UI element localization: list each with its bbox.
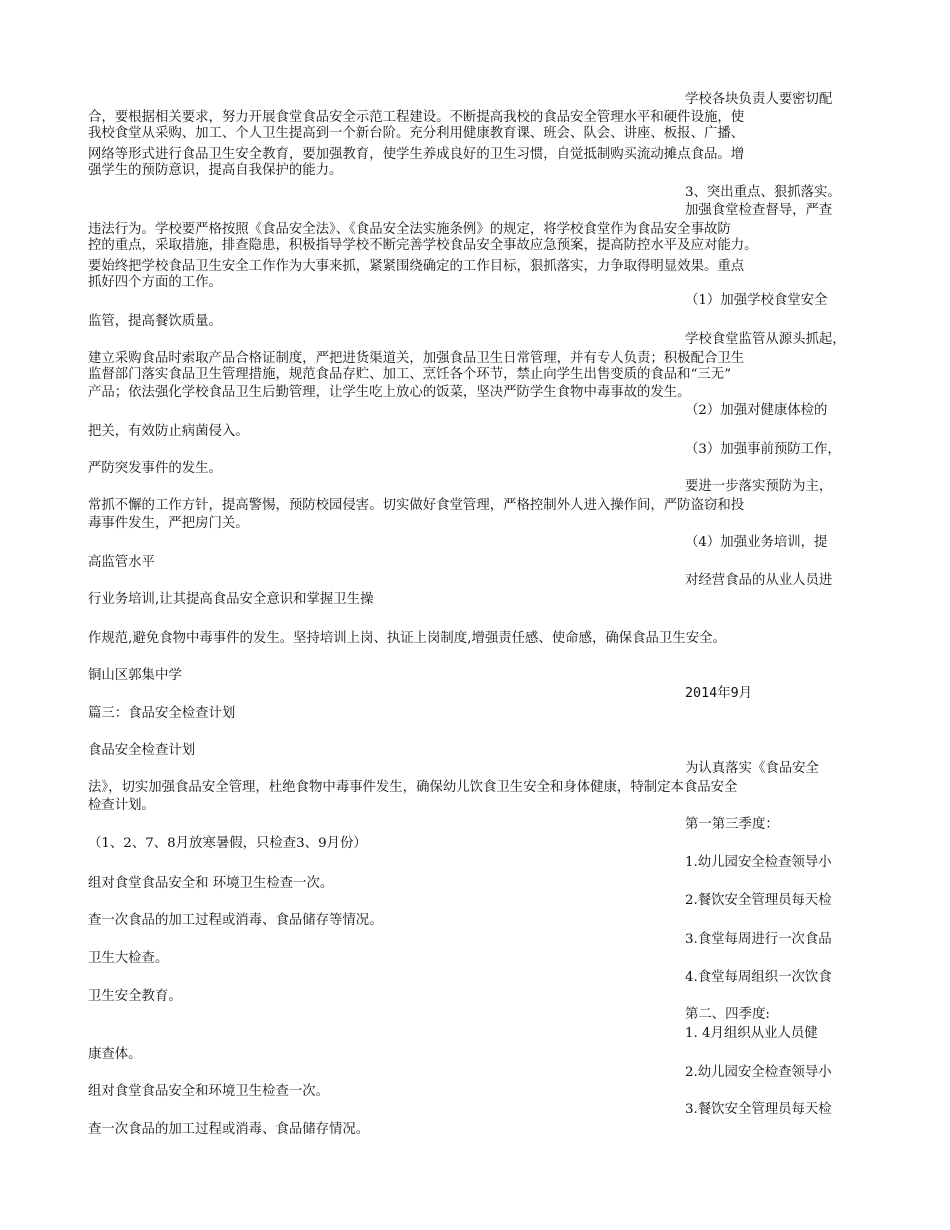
text-line: 监督部门落实食品卫生管理措施，规范食品存贮、加工、烹饪各个环节，禁止向学生出售变质的食品和“三无” [88,367,732,382]
chapter-title: 篇三：食品安全检查计划 [88,706,236,721]
text-line: 强学生的预防意识，提高自我保护的能力。 [88,163,343,178]
text-line: 违法行为。学校要严格按照《食品安全法》、《食品安全法实施条例》的规定，将学校食堂作为食品安全事故防 [88,222,731,237]
list-item: 3.食堂每周进行一次食品 [685,932,832,947]
signature-school: 铜山区郭集中学 [88,668,182,683]
text-line: 卫生大检查。 [88,951,169,966]
text-line: 控的重点，采取措施，排查隐患，积极指导学校不断完善学校食品安全事故应急预案，提高防控水平及应对能力。 [88,238,758,253]
text-line: 建立采购食品时索取产品合格证制度，严把进货渠道关，加强食品卫生日常管理，并有专人负责；积极配合卫生 [88,351,745,366]
text-line: 对经营食品的从业人员进 [685,573,833,588]
subsection-heading: （4）加强业务培训，提 [685,535,828,550]
text-line: 我校食堂从采购、加工、个人卫生提高到一个新台阶。充分利用健康教育课、班会、队会、讲座、板报、广播、 [88,126,745,141]
text-line: 监管，提高餐饮质量。 [88,314,222,329]
subsection-heading: （1）加强学校食堂安全 [685,293,828,308]
text-line: 要进一步落实预防为主， [685,479,833,494]
text-line: 查一次食品的加工过程或消毒、食品储存等情况。 [88,913,383,928]
subsection-heading: （2）加强对健康体检的 [685,403,828,418]
list-item: 2.幼儿园安全检查领导小 [685,1065,832,1080]
text-line: 产品；依法强化学校食品卫生后勤管理，让学生吃上放心的饭菜，坚决严防学生食物中毒事故的发生。 [88,385,691,400]
text-line: 为认真落实《食品安全 [685,761,819,776]
text-line: 合，要根据相关要求，努力开展食堂食品安全示范工程建设。不断提高我校的食品安全管理水平和硬件设施，使 [88,110,745,125]
list-item: 3.餐饮安全管理员每天检 [685,1102,832,1117]
text-line: 要始终把学校食品卫生安全工作作为大事来抓，紧紧围绕确定的工作目标，狠抓落实，力争取得明显效果。重点 [88,259,745,274]
text-line: 检查计划。 [88,798,155,813]
subsection-heading: （3）加强事前预防工作， [685,442,841,457]
text-line: 法》，切实加强食品安全管理，杜绝食物中毒事件发生，确保幼儿饮食卫生安全和身体健康，特制定本食品安全 [88,780,738,795]
text-line: 毒事件发生，严把房门关。 [88,516,249,531]
text-line: 查一次食品的加工过程或消毒、食品储存情况。 [88,1122,370,1137]
list-item: 2.餐饮安全管理员每天检 [685,893,832,908]
text-line: 严防突发事件的发生。 [88,461,222,476]
text-line: 卫生安全教育。 [88,989,182,1004]
text-line: 行业务培训,让其提高食品安全意识和掌握卫生操 [88,592,374,607]
signature-date: 2014年9月 [685,686,753,701]
text-line: 网络等形式进行食品卫生安全教育，要加强教育，使学生养成良好的卫生习惯，自觉抵制购买流动摊点食品。增 [88,147,745,162]
text-line: 康查体。 [88,1047,142,1062]
quarter-heading: 第一第三季度： [685,817,779,832]
list-item: 1.幼儿园安全检查领导小 [685,855,832,870]
text-line: 把关，有效防止病菌侵入。 [88,424,249,439]
text-line: 学校食堂监管从源头抓起， [685,332,846,347]
text-line: （1、2、7、8月放寒暑假，只检查3、9月份） [88,836,367,851]
text-line: 作规范,避免食物中毒事件的发生。坚持培训上岗、执证上岗制度,增强责任感、使命感，确保食品卫生安全。 [88,631,726,646]
text-line: 常抓不懈的工作方针，提高警惕，预防校园侵害。切实做好食堂管理，严格控制外人进入操作间，严防盗窃和投 [88,498,745,513]
quarter-heading: 第二、四季度: [685,1007,770,1022]
text-line: 学校各块负责人要密切配 [685,92,833,107]
section-heading: 3、突出重点、狠抓落实。 [685,185,841,200]
text-line: 抓好四个方面的工作。 [88,275,222,290]
document-title: 食品安全检查计划 [88,743,196,758]
text-line: 组对食堂食品安全和 环境卫生检查一次。 [88,876,334,891]
text-line: 加强食堂检查督导，严查 [685,203,833,218]
text-line: 组对食堂食品安全和环境卫生检查一次。 [88,1084,330,1099]
list-item: 1. 4月组织从业人员健 [685,1026,818,1041]
text-line: 高监管水平 [88,555,155,570]
list-item: 4.食堂每周组织一次饮食 [685,970,832,985]
